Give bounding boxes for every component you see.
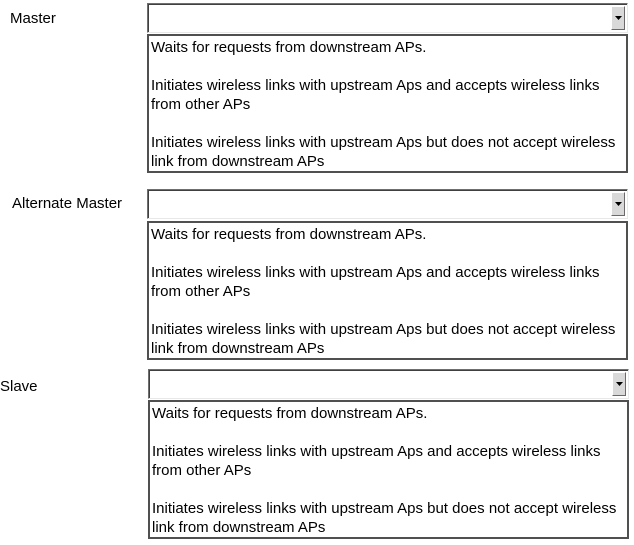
slave-select[interactable] (148, 369, 629, 399)
chevron-down-icon[interactable] (611, 6, 625, 30)
master-select[interactable] (147, 3, 628, 33)
slave-label: Slave (0, 378, 38, 395)
alternate-master-label: Alternate Master (12, 195, 123, 212)
master-option-3[interactable]: Initiates wireless links with upstream Aps but does not accept wireless link from downstream APs (151, 134, 616, 170)
master-options-list (147, 34, 628, 173)
alternate-master-option-3[interactable]: Initiates wireless links with upstream Aps but does not accept wireless link from downstream APs (151, 321, 616, 357)
master-select-value (152, 8, 603, 26)
alternate-master-options-list (147, 221, 628, 360)
master-option-1[interactable]: Waits for requests from downstream APs. (151, 39, 427, 56)
slave-option-3[interactable]: Initiates wireless links with upstream Aps but does not accept wireless link from downstream APs (152, 500, 617, 536)
slave-option-2[interactable]: Initiates wireless links with upstream Aps and accepts wireless links from other APs (152, 443, 601, 479)
alternate-master-option-2[interactable]: Initiates wireless links with upstream Aps and accepts wireless links from other APs (151, 264, 600, 300)
chevron-down-icon[interactable] (611, 192, 625, 216)
slave-option-1[interactable]: Waits for requests from downstream APs. (152, 405, 428, 422)
master-option-2[interactable]: Initiates wireless links with upstream Aps and accepts wireless links from other APs (151, 77, 600, 113)
alternate-master-select[interactable] (147, 189, 628, 219)
chevron-down-icon[interactable] (612, 372, 626, 396)
master-label: Master (10, 10, 56, 27)
slave-options-list (148, 400, 629, 539)
alternate-master-option-1[interactable]: Waits for requests from downstream APs. (151, 226, 427, 243)
slave-select-value (153, 374, 604, 392)
alternate-master-select-value (152, 194, 603, 212)
